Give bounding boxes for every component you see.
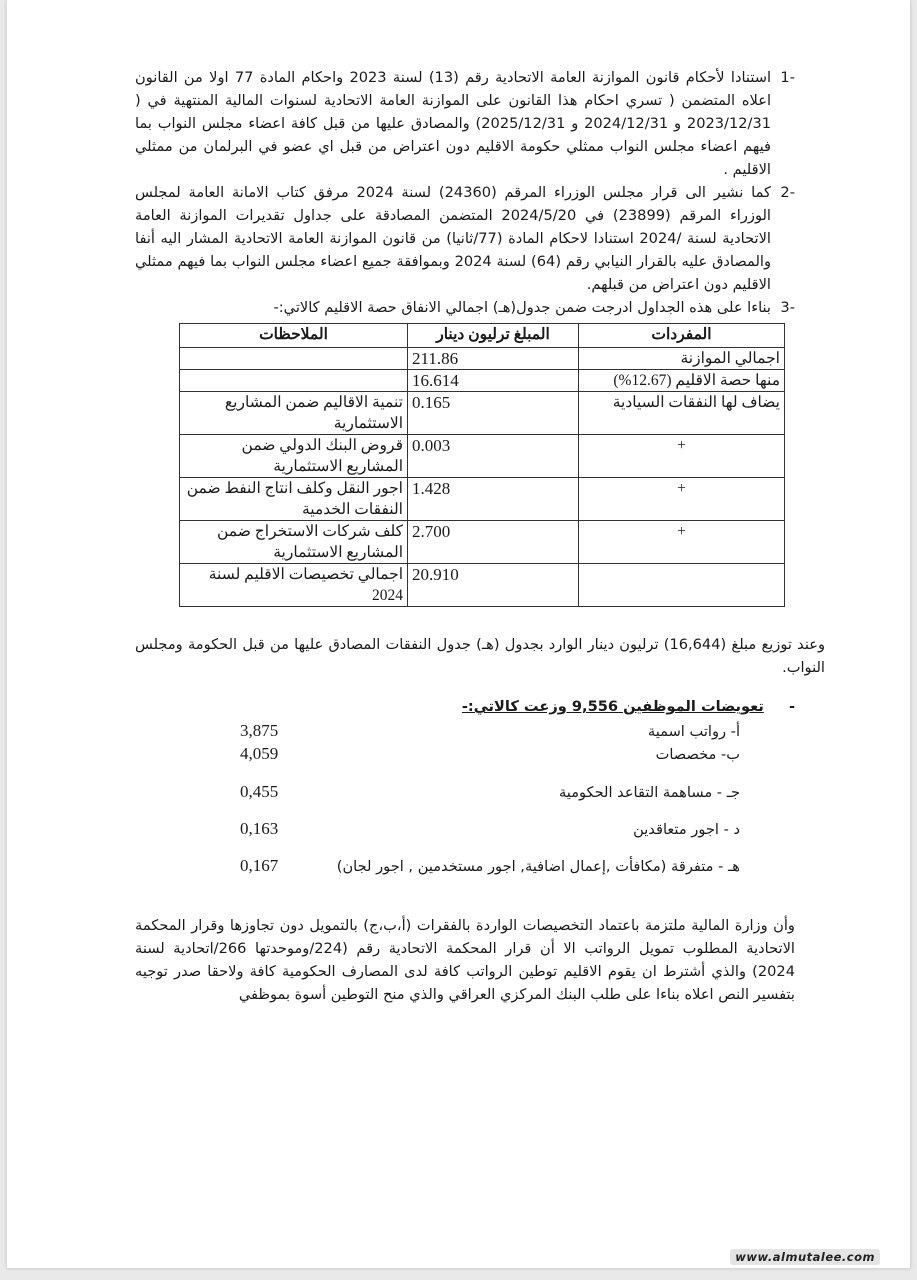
paragraph-number: -1 — [780, 69, 795, 86]
row-amount: 1.428 — [408, 478, 579, 521]
item-value: 0,163 — [240, 819, 279, 838]
table-row — [180, 370, 785, 392]
row-item: + — [579, 521, 785, 564]
row-amount: 16.614 — [408, 370, 579, 392]
paragraph-text: بناءا على هذه الجداول ادرجت ضمن جدول(هـ) اجمالي الانفاق حصة الاقليم كالاتي:- — [273, 299, 771, 316]
item-value: 0,167 — [240, 856, 279, 875]
item-value: 0,455 — [240, 782, 279, 801]
list-item — [240, 817, 740, 841]
row-notes: اجور النقل وكلف انتاج النفط ضمن النفقات الخدمية — [180, 478, 408, 521]
compensation-title: تعويضات الموظفين 9,556 وزعت كالاتي:- — [461, 698, 764, 715]
table-row — [180, 478, 785, 521]
row-item — [579, 564, 785, 607]
row-notes: قروض البنك الدولي ضمن المشاريع الاستثمارية — [180, 435, 408, 478]
item-label: ب- مخصصات — [655, 746, 740, 763]
row-item: + — [579, 435, 785, 478]
item-label: أ- رواتب اسمية — [647, 723, 740, 740]
list-item — [240, 854, 740, 878]
paragraph-text: كما نشير الى قرار مجلس الوزراء المرقم (24360) لسنة 2024 مرفق كتاب الامانة العامة لمجلس الوزراء المرقم (23899) في 2024/5/20 المتضمن المصادقة على جداول تقديرات الموازنة العامة الاتحادية لسنة /2024 استنادا لاحكام المادة (77/ثانيا) من قانون الموازنة العامة الاتحادية المشار اليه أنفا والمصادق عليه بالقرار النيابي رقم (64) لسنة 2024 وبموافقة جميع اعضاء مجلس النواب بما فيهم ممثلي الاقليم دون اعتراض من قبلهم. — [135, 184, 771, 293]
list-item — [240, 720, 740, 743]
row-amount: 20.910 — [408, 564, 579, 607]
row-notes: تنمية الاقاليم ضمن المشاريع الاستثمارية — [180, 392, 408, 435]
row-item: اجمالي الموازنة — [579, 348, 785, 370]
header-amount: المبلغ ترليون دينار — [408, 324, 579, 348]
row-item: يضاف لها النفقات السيادية — [579, 392, 785, 435]
paragraph-1 — [135, 66, 795, 181]
table-row — [180, 392, 785, 435]
bullet-dash: - — [788, 698, 795, 715]
table-header-row — [180, 324, 785, 348]
row-amount: 0.165 — [408, 392, 579, 435]
item-label: جـ - مساهمة التقاعد الحكومية — [558, 784, 740, 801]
website-watermark: www.almutalee.com — [730, 1249, 880, 1265]
paragraph-text: استنادا لأحكام قانون الموازنة العامة الاتحادية رقم (13) لسنة 2023 واحكام المادة 77 اولا من القانون اعلاه المتضمن ( تسري احكام هذا القانون على الموازنة العامة الاتحادية لسنوات المالية المنتهية في ( 2023/12/31 و 2024/12/31 و 2025/12/31) والمصادق عليها من قبل كافة اعضاء مجلس النواب بما فيهم اعضاء مجلس النواب ممثلي حكومة الاقليم دون اعتراض من قبل اي عضو في البرلمان من ممثلي الاقليم . — [135, 69, 772, 178]
row-amount: 0.003 — [408, 435, 579, 478]
paragraph-2 — [135, 181, 795, 296]
table-row — [180, 348, 785, 370]
row-item: منها حصة الاقليم (12.67%) — [579, 370, 785, 392]
item-value: 4,059 — [240, 744, 279, 763]
paragraph-number: -3 — [780, 299, 795, 316]
table-row — [180, 435, 785, 478]
row-notes — [180, 370, 408, 392]
paragraph-3 — [135, 296, 795, 319]
compensation-heading — [135, 695, 795, 718]
list-item — [240, 780, 740, 804]
paragraph-number: -2 — [780, 184, 795, 201]
item-label: د - اجور متعاقدين — [633, 821, 740, 838]
compensation-list — [240, 720, 740, 878]
final-paragraph: وأن وزارة المالية ملتزمة باعتماد التخصيصات الواردة بالفقرات (أ،ب،ج) بالتمويل دون تجاوزها وقرار المحكمة الاتحادية المطلوب تمويل الرواتب الا أن قرار المحكمة الاتحادية رقم (224/وموحدتها 266/اتحادية لسنة 2024) والذي أشترط ان يقوم الاقليم توطين الرواتب كافة لدى المصارف الحكومية كافة ولاحقا صدر توجيه بتفسير النص اعلاه بناءا على طلب البنك المركزي العراقي والذي منح التوطين أسوة بموظفي — [135, 917, 795, 1003]
row-amount: 211.86 — [408, 348, 579, 370]
table-total-row — [180, 564, 785, 607]
list-item — [240, 743, 740, 766]
distribution-paragraph: وعند توزيع مبلغ (16,644) ترليون دينار الوارد بجدول (هـ) جدول النفقات المصادق عليها من قبل الحكومة ومجلس النواب. — [135, 636, 825, 676]
header-items: المفردات — [579, 324, 785, 348]
budget-table — [179, 323, 785, 607]
row-notes: اجمالي تخصيصات الاقليم لسنة 2024 — [180, 564, 408, 607]
row-notes: كلف شركات الاستخراج ضمن المشاريع الاستثمارية — [180, 521, 408, 564]
item-value: 3,875 — [240, 721, 279, 740]
row-notes — [180, 348, 408, 370]
header-notes: الملاحظات — [180, 324, 408, 348]
document-content — [135, 66, 825, 1006]
document-page — [6, 0, 911, 1268]
table-row — [180, 521, 785, 564]
row-item: + — [579, 478, 785, 521]
item-label: هـ - متفرقة (مكافأت ,إعمال اضافية, اجور مستخدمين , اجور لجان) — [336, 858, 740, 875]
row-amount: 2.700 — [408, 521, 579, 564]
